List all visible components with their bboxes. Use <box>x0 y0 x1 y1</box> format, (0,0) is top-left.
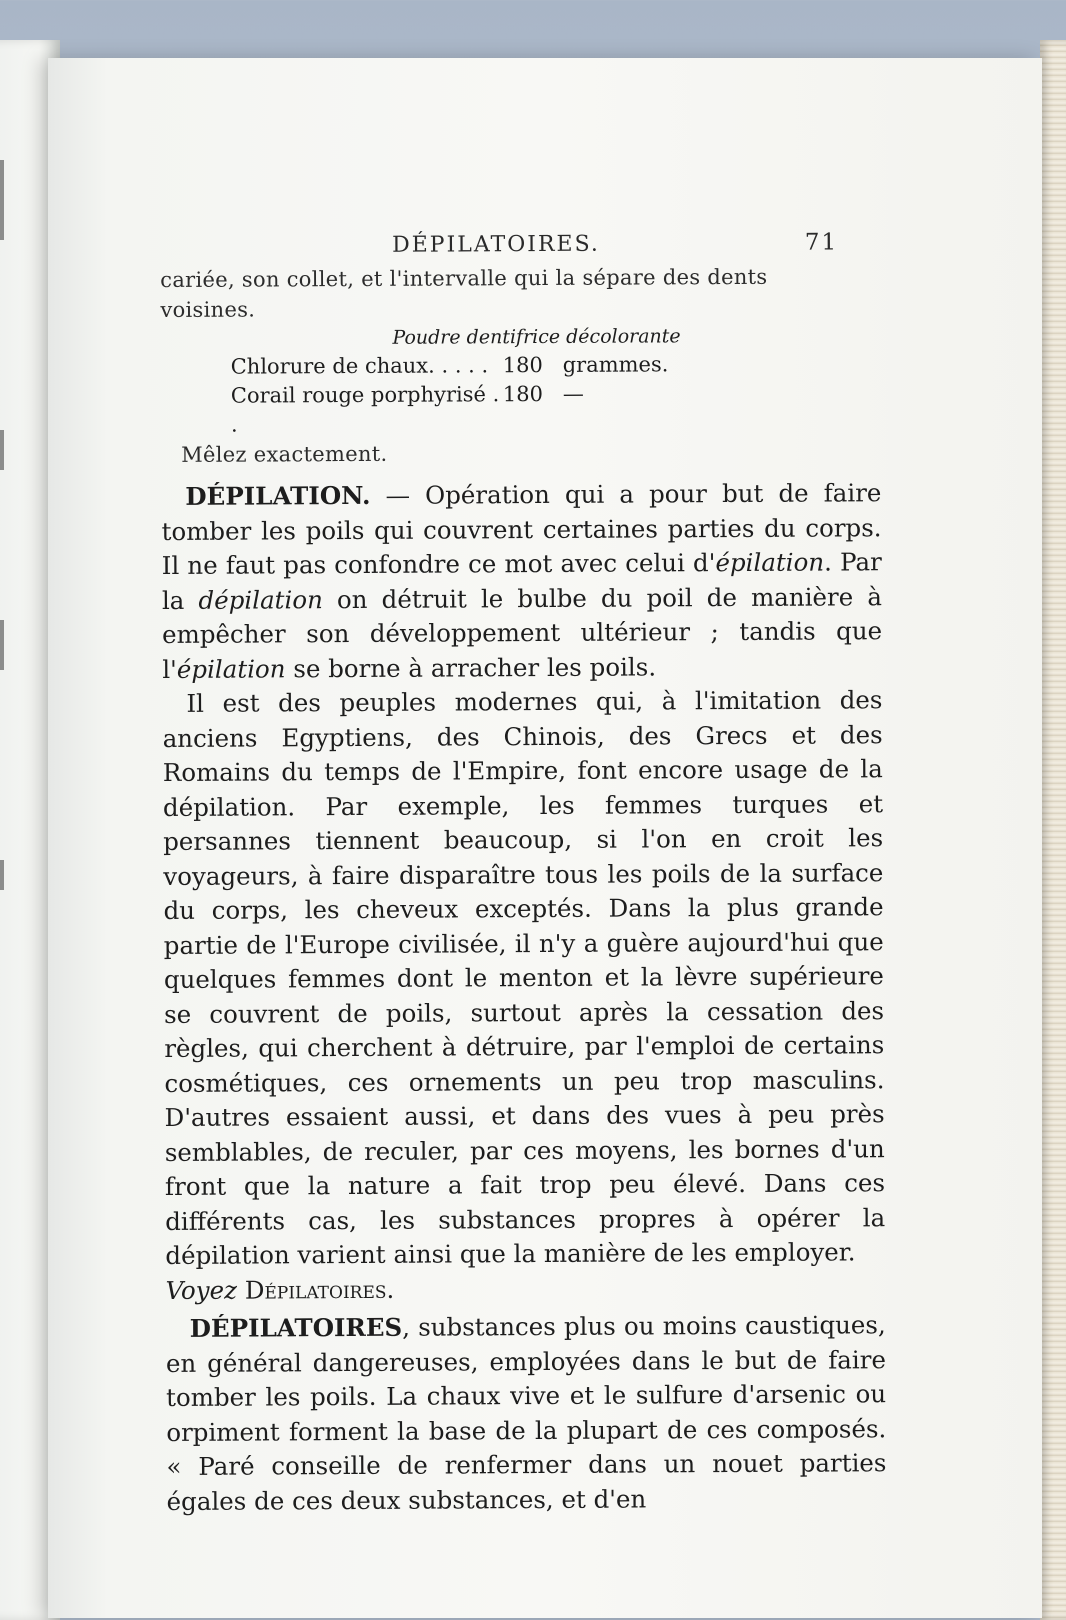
paragraph-peoples: Il est des peuples modernes qui, à l'imitation des anciens Egyptiens, des Chinois, des Grecs et des Romains du temps de l'Empire, font encore usage de la dépilation. Par exemple, les femmes turques et persannes tiennent beaucoup, si l'on en croit les voyageurs, à faire disparaître tous les poils de la surface du corps, les cheveux exceptés. Dans la plus grande partie de l'Europe civilisée, il n'y a guère aujourd'hui que quelques femmes dont le menton et la lèvre supérieure se couvrent de poils, surtout après la cessation des règles, qui cherchent à détruire, par l'emploi de certains cosmétiques, ces ornements un peu trop masculins. D'autres essaient aussi, et dans des vues à peu près semblables, de reculer, par ces moyens, les bornes d'un front que la nature a fait trop peu élevé. Dans ces différents cas, les substances propres à opérer la dépilation varient ainsi que la manière de les employer. <box>162 685 886 1270</box>
entry-term: DÉPILATION. <box>185 480 371 511</box>
ingredient-name: Chlorure de chaux. . . . . <box>230 353 489 379</box>
continuation-text <box>160 261 880 325</box>
entry-depilation: DÉPILATION. — Opération qui a pour but de faire tomber les poils qui couvrent certaines parties du corps. Il ne faut pas confondre ce mot avec celui d'épilation. Par la dépilation on détruit le bulbe du poil de manière à empêcher son développement ultérieur ; tandis que l'épilation se borne à arracher les poils. <box>161 478 883 684</box>
running-head <box>160 229 880 259</box>
continuation-line: voisines. <box>160 297 256 322</box>
see-target: Dépilatoires. <box>244 1274 395 1305</box>
book-page <box>48 58 1042 1618</box>
page-number: 71 <box>804 229 839 256</box>
continuation-line: cariée, son collet, et l'intervalle qui la sépare des dents <box>160 264 768 292</box>
ingredient-unit: grammes. <box>562 352 669 377</box>
italic-term: dépilation <box>198 584 323 615</box>
ingredient-quantity: 180 <box>502 381 544 407</box>
running-head-title: DÉPILATOIRES. <box>392 231 600 258</box>
see-label: Voyez <box>165 1275 238 1305</box>
recipe-row <box>161 378 881 440</box>
italic-term: épilation <box>715 547 825 578</box>
entry-depilatoires: DÉPILATOIRES, substances plus ou moins caustiques, en général dangereuses, employées dans le but de faire tomber les poils. La chaux vive et le sulfure d'arsenic ou orpiment forment la base de la plupart de ces composés. « Paré conseille de renfermer dans un nouet parties égales de ces deux substances, et d'en <box>165 1310 887 1516</box>
ingredient-quantity: 180 <box>502 352 543 378</box>
ingredient-unit: — <box>562 381 584 406</box>
book-page-stack-edge <box>1040 40 1066 1620</box>
recipe-title: Poudre dentifrice décolorante <box>392 325 681 349</box>
entry-term: DÉPILATOIRES <box>189 1312 403 1343</box>
ingredient-name: Corail rouge porphyrisé . . <box>230 382 500 437</box>
recipe-row <box>161 349 881 382</box>
italic-term: épilation <box>176 653 286 684</box>
page-text-block <box>160 229 887 1519</box>
cross-reference <box>165 1270 885 1308</box>
recipe-note: Mêlez exactement. <box>181 441 388 467</box>
